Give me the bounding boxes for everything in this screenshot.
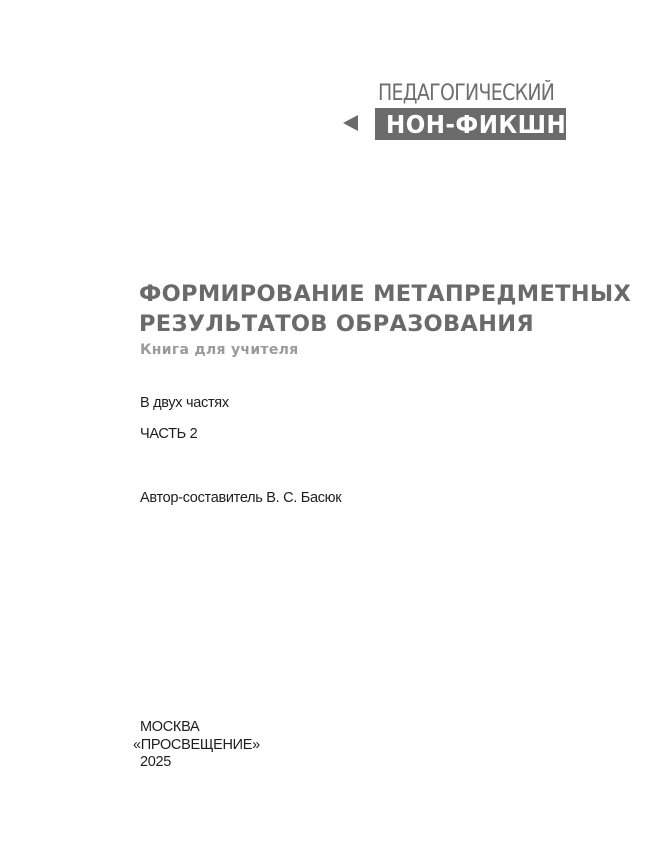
book-title xyxy=(139,279,631,339)
book-subtitle: Книга для учителя xyxy=(140,342,299,358)
publisher-name: «ПРОСВЕЩЕНИЕ» xyxy=(133,736,260,753)
part-number: ЧАСТЬ 2 xyxy=(140,426,198,442)
publication-year: 2025 xyxy=(140,754,172,770)
left-triangle-icon xyxy=(343,115,358,131)
author-line: Автор-составитель В. С. Басюк xyxy=(140,490,342,506)
series-label-top: ПЕДАГОГИЧЕСКИЙ xyxy=(378,81,555,106)
publisher-block xyxy=(133,719,260,772)
book-title-line-1: ФОРМИРОВАНИЕ МЕТАПРЕДМЕТНЫХ xyxy=(139,281,632,307)
publisher-city: МОСКВА xyxy=(140,719,200,735)
book-title-line-2: РЕЗУЛЬТАТОВ ОБРАЗОВАНИЯ xyxy=(139,311,534,337)
parts-label: В двух частях xyxy=(140,395,229,411)
series-label-box-text: НОН-ФИКШН xyxy=(386,110,567,139)
